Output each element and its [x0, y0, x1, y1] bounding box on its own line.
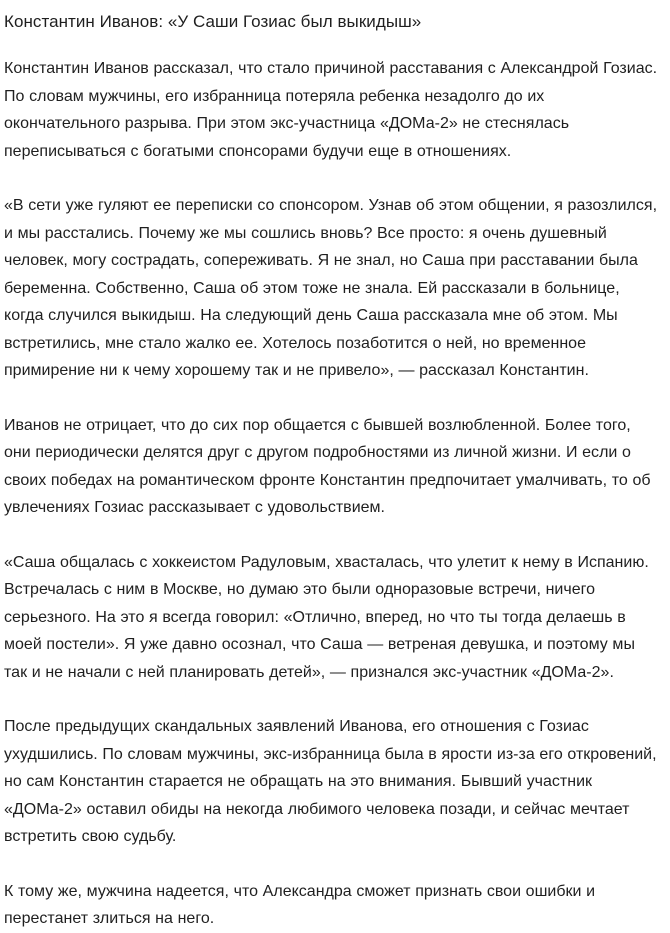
article-paragraph: Иванов не отрицает, что до сих пор общается с бывшей возлюбленной. Более того, они периодически делятся друг с другом подробностями из личной жизни. И если о своих победах на романтическом фронте Константин предпочитает умалчивать, то об увлечениях Гозиас рассказывает с удовольствием. — [4, 416, 651, 516]
article-paragraph: Константин Иванов рассказал, что стало причиной расставания с Александрой Гозиас. По словам мужчины, его избранница потеряла ребенка незадолго до их окончательного разрыва. При этом экс-участница «ДОМа-2» не стеснялась переписываться с богатыми спонсорами будучи еще в отношениях. — [4, 60, 658, 160]
article-paragraph: «В сети уже гуляют ее переписки со спонсором. Узнав об этом общении, я разозлился, и мы расстались. Почему же мы сошлись вновь? Все просто: я очень душевный человек, могу сострадать, сопереживать. Я не знал, но Саша при расставании была беременна. Собственно, Саша об этом тоже не знала. Ей рассказали в больнице, когда случился выкидыш. На следующий день Саша рассказала мне об этом. Мы встретились, мне стало жалко ее. Хотелось позаботится о ней, но временное примирение ни к чему хорошему так и не привело», — рассказал Константин. — [4, 197, 658, 379]
article-paragraph: «Саша общалась с хоккеистом Радуловым, хвасталась, что улетит к нему в Испанию. Встречалась с ним в Москве, но думаю это были одноразовые встречи, ничего серьезного. На это я всегда говорил: «Отлично, вперед, но что ты тогда делаешь в моей постели». Я уже давно осознал, что Саша — ветреная девушка, и поэтому мы так и не начали с ней планировать детей», — признался экс-участник «ДОМа-2». — [4, 553, 649, 681]
article-body — [4, 55, 660, 933]
page-title: Константин Иванов: «У Саши Гозиас был выкидыш» — [4, 12, 422, 31]
article-paragraph: К тому же, мужчина надеется, что Александра сможет признать свои ошибки и перестанет злиться на него. — [4, 882, 596, 927]
article-paragraph: После предыдущих скандальных заявлений Иванова, его отношения с Гозиас ухудшились. По словам мужчины, экс-избранница была в ярости из-за его откровений, но сам Константин старается не обращать на это внимания. Бывший участник «ДОМа-2» оставил обиды на некогда любимого человека позади, и сейчас мечтает встретить свою судьбу. — [4, 718, 657, 845]
